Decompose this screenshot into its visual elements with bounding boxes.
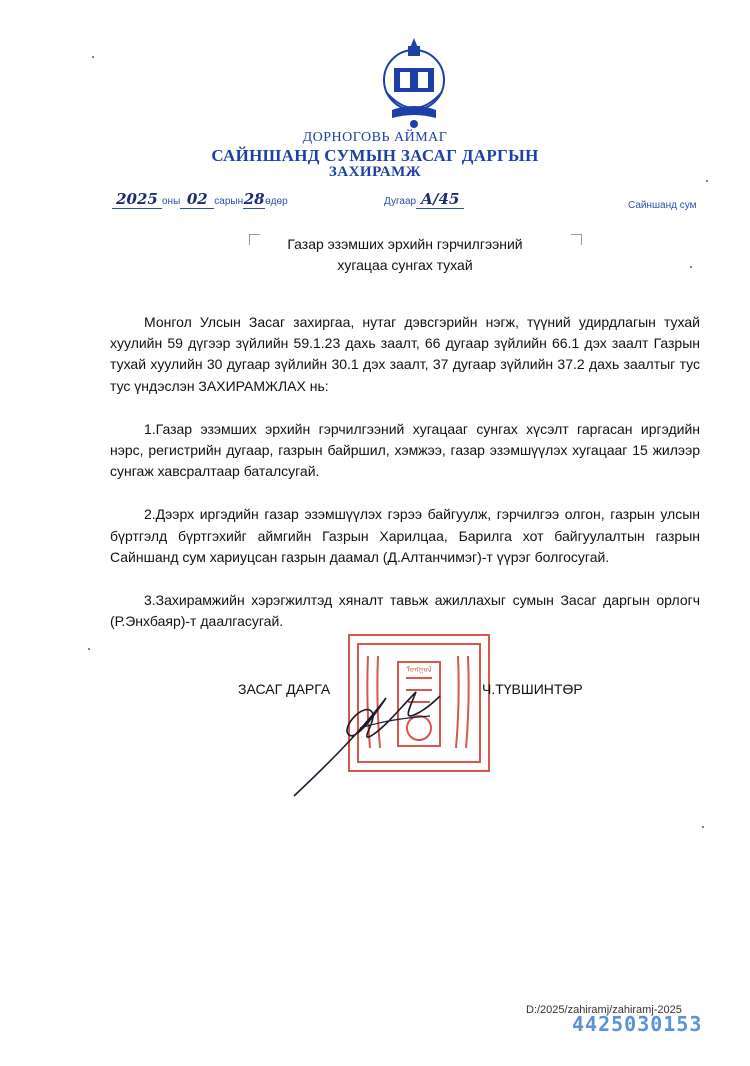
scan-speck xyxy=(88,648,90,650)
document-subject xyxy=(0,234,750,276)
subject-line-2: хугацаа сунгах тухай xyxy=(337,257,473,273)
document-body xyxy=(110,312,700,654)
signatory-name: Ч.ТҮВШИНТӨР xyxy=(482,681,583,697)
date-day: 28 xyxy=(243,190,265,208)
organization-title: САЙНШАНД СУМЫН ЗАСАГ ДАРГЫН xyxy=(211,146,539,165)
day-suffix: өдөр xyxy=(265,196,288,207)
signatory-title: ЗАСАГ ДАРГА xyxy=(238,681,331,697)
scan-speck xyxy=(92,56,94,58)
preamble-paragraph: Монгол Улсын Засаг захиргаа, нутаг дэвсгэрийн нэгж, түүний удирдлагын тухай хуулийн 59 дүгээр зүйлийн 59.1.23 дахь заалт, 66 дугаар зүйлийн 66.1 дэх заалт Газрын тухай хуулийн 30 дугаар зүйлийн 30.1 дэх заалт, 37 дугаар зүйлийн 37.2 дахь заалтыг тус тус үндэслэн ЗАХИРАМЖЛАХ нь: xyxy=(110,314,700,394)
scan-speck xyxy=(706,180,708,182)
document-place: Сайншанд сум xyxy=(628,200,697,211)
svg-text:ᠮᠣᠩᠭᠣᠯ: ᠮᠣᠩᠭᠣᠯ xyxy=(406,665,432,674)
registration-code: 4425030153 xyxy=(572,1012,703,1036)
date-year: 2025 xyxy=(112,190,162,209)
order-item-1: 1.Газар эзэмших эрхийн гэрчилгээний хугацааг сунгах хүсэлт гаргасан иргэдийн нэрс, регистрийн дугаар, газрын байршил, хэмжээ, газар эзэмшүүлэх хугацааг 15 жилээр сунгаж хавсралтаар баталсугай. xyxy=(110,420,700,480)
aimag-name: ДОРНОГОВЬ АЙМАГ xyxy=(302,130,448,145)
scan-speck xyxy=(690,266,692,268)
order-item-2: 2.Дээрх иргэдийн газар эзэмшүүлэх гэрээ байгуулж, гэрчилгээ олгон, газрын улсын бүртгэлд бүртгэхийг аймгийн Газрын Харилцаа, Барилга хот байгуулалтын газрын Сайншанд сум хариуцсан газрын даамал (Д.Алтанчимэг)-т үүрэг болгосугай. xyxy=(110,506,700,565)
document-date xyxy=(112,190,288,209)
year-suffix: оны xyxy=(162,196,181,207)
order-item-3: 3.Захирамжийн хэрэгжилтэд хяналт тавьж ажиллахыг сумын Засаг даргын орлогч (Р.Энхбаяр)-т даалгасугай. xyxy=(110,592,700,630)
number-value: А/45 xyxy=(416,190,464,209)
scan-speck xyxy=(702,826,704,828)
document-number xyxy=(384,190,464,209)
state-emblem-icon xyxy=(372,34,456,130)
month-suffix: сарын xyxy=(214,196,244,207)
date-month: 02 xyxy=(180,190,214,209)
subject-line-1: Газар эзэмших эрхийн гэрчилгээний xyxy=(287,236,523,252)
document-type: ЗАХИРАМЖ xyxy=(328,164,422,180)
number-label: Дугаар xyxy=(384,196,417,207)
file-path: D:/2025/zahiramj/zahiramj-2025 xyxy=(526,1004,682,1016)
